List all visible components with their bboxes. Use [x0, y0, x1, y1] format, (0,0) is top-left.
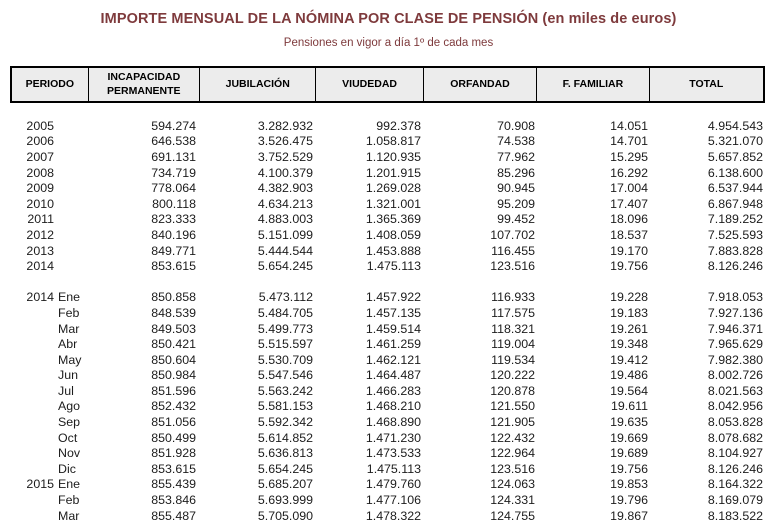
value-viudedad: 1.453.888: [365, 243, 421, 258]
value-incapacidad-permanente: 850.499: [151, 430, 196, 445]
period-year: 2014: [26, 290, 54, 305]
period-year: 2012: [26, 227, 54, 242]
value-total: 7.946.371: [707, 321, 763, 336]
table-row: [10, 165, 765, 181]
value-f-familiar: 19.183: [610, 305, 648, 320]
table-row: [10, 477, 765, 493]
value-incapacidad-permanente: 853.846: [151, 493, 196, 508]
table-row: [10, 290, 765, 306]
value-f-familiar: 19.261: [610, 321, 648, 336]
table-header-row: [10, 66, 765, 103]
table-body: [10, 103, 765, 523]
value-f-familiar: 19.853: [610, 477, 648, 492]
period-cell: [10, 197, 86, 211]
value-orfandad: 116.455: [491, 243, 535, 258]
period-cell: [10, 244, 86, 258]
value-viudedad: 1.478.322: [365, 508, 421, 523]
value-total: 8.126.246: [707, 461, 763, 476]
column-header-total: TOTAL: [649, 68, 763, 101]
period-year: [10, 337, 54, 351]
value-viudedad: 1.468.890: [365, 415, 421, 430]
value-f-familiar: 19.611: [611, 399, 648, 414]
value-jubilacion: 5.636.813: [257, 446, 313, 461]
value-f-familiar: 14.701: [610, 134, 648, 149]
period-cell: [10, 259, 86, 273]
period-year: [10, 462, 54, 476]
period-cell: [10, 150, 86, 164]
period-year: [10, 306, 54, 320]
period-month: Jul: [58, 383, 74, 398]
period-month: Sep: [58, 415, 81, 430]
period-month: Abr: [58, 337, 78, 352]
period-cell: [10, 353, 86, 367]
period-cell: [10, 166, 86, 180]
value-f-familiar: 19.867: [610, 508, 648, 523]
value-viudedad: 1.120.935: [365, 149, 421, 164]
table-row: [10, 383, 765, 399]
period-month: Feb: [58, 493, 80, 508]
column-header-incapacidad-permanente: INCAPACIDAD PERMANENTE: [88, 68, 199, 101]
value-viudedad: 1.457.922: [365, 290, 421, 305]
period-year: [10, 353, 54, 367]
value-viudedad: 1.464.487: [365, 368, 421, 383]
period-cell: [10, 119, 86, 133]
value-jubilacion: 5.581.153: [257, 399, 313, 414]
value-viudedad: 1.479.760: [365, 477, 421, 492]
period-year: 2006: [26, 134, 54, 149]
value-orfandad: 74.538: [497, 134, 535, 149]
table-row: [10, 368, 765, 384]
value-f-familiar: 18.096: [610, 212, 648, 227]
value-total: 6.867.948: [707, 196, 763, 211]
period-cell: [10, 134, 86, 148]
value-jubilacion: 5.685.207: [257, 477, 313, 492]
value-f-familiar: 17.004: [610, 181, 648, 196]
value-total: 8.021.563: [707, 383, 763, 398]
value-total: 7.982.380: [707, 352, 763, 367]
value-orfandad: 117.575: [491, 305, 535, 320]
value-incapacidad-permanente: 853.615: [151, 259, 196, 274]
period-year: 2007: [26, 149, 54, 164]
period-month: Feb: [58, 305, 80, 320]
value-incapacidad-permanente: 855.487: [151, 508, 196, 523]
value-orfandad: 123.516: [490, 259, 535, 274]
value-jubilacion: 5.151.099: [257, 227, 313, 242]
column-header-orfandad: ORFANDAD: [423, 68, 536, 101]
value-jubilacion: 5.547.546: [257, 368, 313, 383]
report-title: IMPORTE MENSUAL DE LA NÓMINA POR CLASE DE PENSIÓN (en miles de euros): [100, 11, 677, 27]
value-orfandad: 124.755: [490, 508, 535, 523]
value-orfandad: 116.933: [491, 290, 535, 305]
period-year: 2010: [26, 196, 54, 211]
value-incapacidad-permanente: 691.131: [151, 149, 196, 164]
value-f-familiar: 19.228: [610, 290, 648, 305]
value-jubilacion: 3.526.475: [257, 134, 313, 149]
table-row: [10, 492, 765, 508]
value-jubilacion: 5.693.999: [257, 493, 313, 508]
value-viudedad: 1.468.210: [365, 399, 421, 414]
period-year: [10, 493, 54, 507]
period-month: Oct: [58, 430, 78, 445]
value-incapacidad-permanente: 849.771: [151, 243, 196, 258]
value-jubilacion: 5.654.245: [257, 259, 313, 274]
value-incapacidad-permanente: 855.439: [151, 477, 196, 492]
value-jubilacion: 4.100.379: [257, 165, 313, 180]
period-year: [10, 399, 54, 413]
value-f-familiar: 19.564: [610, 383, 648, 398]
period-month: Nov: [58, 446, 81, 461]
period-cell: [10, 368, 86, 382]
value-jubilacion: 5.530.709: [257, 352, 313, 367]
value-total: 6.537.944: [707, 181, 763, 196]
period-cell: [10, 290, 86, 304]
table-row: [10, 430, 765, 446]
period-cell: [10, 509, 86, 523]
period-year: [10, 509, 54, 523]
value-f-familiar: 19.348: [610, 337, 648, 352]
value-orfandad: 77.962: [497, 149, 535, 164]
column-header-f-familiar: F. FAMILIAR: [536, 68, 648, 101]
table-row: [10, 196, 765, 212]
value-jubilacion: 5.614.852: [257, 430, 313, 445]
value-total: 8.053.828: [707, 415, 763, 430]
value-orfandad: 119.004: [491, 337, 535, 352]
value-viudedad: 1.408.059: [365, 227, 421, 242]
period-month: Mar: [58, 321, 80, 336]
value-f-familiar: 14.051: [610, 118, 648, 133]
value-incapacidad-permanente: 848.539: [151, 305, 196, 320]
table-row: [10, 118, 765, 134]
period-cell: [10, 415, 86, 429]
table-row: [10, 461, 765, 477]
value-total: 7.883.828: [707, 243, 763, 258]
value-total: 8.183.522: [707, 508, 763, 523]
value-viudedad: 1.475.113: [366, 461, 421, 476]
value-f-familiar: 19.756: [610, 259, 648, 274]
period-month: May: [58, 352, 82, 367]
table-row: [10, 243, 765, 259]
value-orfandad: 122.964: [490, 446, 535, 461]
report-subtitle: Pensiones en vigor a día 1º de cada mes: [283, 37, 494, 49]
value-viudedad: 1.475.113: [366, 259, 421, 274]
value-f-familiar: 19.635: [610, 415, 648, 430]
value-orfandad: 99.452: [497, 212, 535, 227]
value-orfandad: 85.296: [497, 165, 535, 180]
period-year: [10, 384, 54, 398]
value-viudedad: 1.473.533: [365, 446, 421, 461]
period-month: Jun: [58, 368, 78, 383]
table-row: [10, 134, 765, 150]
value-total: 8.169.079: [707, 493, 763, 508]
period-year: [10, 446, 54, 460]
value-orfandad: 124.331: [490, 493, 535, 508]
period-year: 2014: [26, 259, 54, 274]
value-total: 8.042.956: [707, 399, 763, 414]
value-orfandad: 122.432: [490, 430, 535, 445]
value-jubilacion: 4.382.903: [257, 181, 313, 196]
value-orfandad: 124.063: [490, 477, 535, 492]
value-incapacidad-permanente: 778.064: [151, 181, 196, 196]
value-f-familiar: 19.170: [610, 243, 648, 258]
value-jubilacion: 5.654.245: [257, 461, 313, 476]
value-total: 6.138.600: [707, 165, 763, 180]
table-row: [10, 352, 765, 368]
table-row: [10, 180, 765, 196]
period-year: 2008: [26, 165, 54, 180]
period-year: 2011: [27, 212, 54, 227]
value-jubilacion: 5.473.112: [258, 290, 313, 305]
value-incapacidad-permanente: 851.928: [151, 446, 196, 461]
period-cell: [10, 493, 86, 507]
value-orfandad: 90.945: [497, 181, 535, 196]
value-f-familiar: 16.292: [610, 165, 648, 180]
column-header-jubilacion: JUBILACIÓN: [199, 68, 315, 101]
value-f-familiar: 18.537: [610, 227, 648, 242]
value-total: 5.321.070: [707, 134, 763, 149]
column-header-viudedad: VIUDEDAD: [315, 68, 422, 101]
period-cell: [10, 306, 86, 320]
value-total: 8.164.322: [707, 477, 763, 492]
value-jubilacion: 5.563.242: [257, 383, 313, 398]
value-orfandad: 119.534: [491, 352, 535, 367]
value-incapacidad-permanente: 734.719: [151, 165, 196, 180]
value-jubilacion: 3.282.932: [257, 118, 313, 133]
period-month: Ago: [58, 399, 81, 414]
value-orfandad: 118.321: [491, 321, 535, 336]
period-year: 2015: [26, 477, 54, 492]
value-incapacidad-permanente: 840.196: [151, 227, 196, 242]
value-orfandad: 107.702: [490, 227, 535, 242]
value-incapacidad-permanente: 850.604: [151, 352, 196, 367]
value-incapacidad-permanente: 594.274: [151, 118, 196, 133]
table-row: [10, 321, 765, 337]
value-total: 8.104.927: [707, 446, 763, 461]
value-viudedad: 1.058.817: [365, 134, 421, 149]
value-f-familiar: 15.295: [610, 149, 648, 164]
value-incapacidad-permanente: 849.503: [151, 321, 196, 336]
period-year: 2005: [26, 118, 54, 133]
period-cell: [10, 399, 86, 413]
value-jubilacion: 5.499.773: [257, 321, 313, 336]
value-total: 7.927.136: [707, 305, 763, 320]
value-total: 7.525.593: [707, 227, 763, 242]
value-viudedad: 1.471.230: [365, 430, 421, 445]
value-total: 8.126.246: [707, 259, 763, 274]
value-total: 7.965.629: [707, 337, 763, 352]
table-row: [10, 258, 765, 274]
value-incapacidad-permanente: 852.432: [151, 399, 196, 414]
value-incapacidad-permanente: 823.333: [151, 212, 196, 227]
value-orfandad: 120.222: [490, 368, 535, 383]
value-viudedad: 1.321.001: [365, 196, 421, 211]
table-row: [10, 305, 765, 321]
value-jubilacion: 5.515.597: [257, 337, 313, 352]
period-cell: [10, 384, 86, 398]
block-spacer: [10, 274, 765, 290]
period-cell: [10, 228, 86, 242]
table-row: [10, 336, 765, 352]
value-incapacidad-permanente: 853.615: [151, 461, 196, 476]
period-cell: [10, 431, 86, 445]
period-month: Mar: [58, 508, 80, 523]
value-total: 8.078.682: [707, 430, 763, 445]
value-orfandad: 95.209: [497, 196, 535, 211]
period-cell: [10, 322, 86, 336]
value-jubilacion: 4.883.003: [257, 212, 313, 227]
value-incapacidad-permanente: 850.984: [151, 368, 196, 383]
value-jubilacion: 5.592.342: [257, 415, 313, 430]
value-viudedad: 1.201.915: [365, 165, 421, 180]
value-orfandad: 123.516: [490, 461, 535, 476]
value-total: 7.918.053: [707, 290, 763, 305]
value-orfandad: 121.905: [490, 415, 535, 430]
period-cell: [10, 181, 86, 195]
value-orfandad: 120.878: [490, 383, 535, 398]
value-viudedad: 1.365.369: [365, 212, 421, 227]
table-row: [10, 399, 765, 415]
value-incapacidad-permanente: 851.056: [151, 415, 196, 430]
value-f-familiar: 17.407: [610, 196, 648, 211]
value-incapacidad-permanente: 646.538: [151, 134, 196, 149]
value-f-familiar: 19.669: [610, 430, 648, 445]
value-viudedad: 1.466.283: [365, 383, 421, 398]
period-month: Ene: [58, 290, 81, 305]
value-total: 5.657.852: [707, 149, 763, 164]
period-month: Ene: [58, 477, 81, 492]
period-cell: [10, 477, 86, 491]
table-row: [10, 227, 765, 243]
value-total: 4.954.543: [707, 118, 763, 133]
period-year: [10, 368, 54, 382]
value-f-familiar: 19.796: [610, 493, 648, 508]
table-row: [10, 508, 765, 524]
value-incapacidad-permanente: 850.421: [151, 337, 196, 352]
period-year: [10, 431, 54, 445]
period-year: [10, 322, 54, 336]
table-row: [10, 212, 765, 228]
value-viudedad: 1.462.121: [365, 352, 421, 367]
value-jubilacion: 5.484.705: [257, 305, 313, 320]
table-row: [10, 445, 765, 461]
value-jubilacion: 5.705.090: [257, 508, 313, 523]
pension-table: [10, 66, 765, 523]
period-year: [10, 415, 54, 429]
value-incapacidad-permanente: 850.858: [151, 290, 196, 305]
period-year: 2009: [26, 181, 54, 196]
value-orfandad: 70.908: [497, 118, 535, 133]
period-cell: [10, 446, 86, 460]
value-jubilacion: 3.752.529: [257, 149, 313, 164]
value-total: 7.189.252: [707, 212, 763, 227]
value-f-familiar: 19.412: [610, 352, 648, 367]
value-incapacidad-permanente: 800.118: [152, 196, 196, 211]
value-viudedad: 1.459.514: [365, 321, 421, 336]
value-jubilacion: 4.634.213: [257, 196, 313, 211]
value-viudedad: 992.378: [376, 118, 421, 133]
value-total: 8.002.726: [707, 368, 763, 383]
value-viudedad: 1.457.135: [365, 305, 421, 320]
period-month: Dic: [58, 461, 76, 476]
period-cell: [10, 337, 86, 351]
value-viudedad: 1.461.259: [365, 337, 421, 352]
value-f-familiar: 19.486: [610, 368, 648, 383]
period-cell: [10, 462, 86, 476]
period-cell: [10, 212, 86, 226]
value-f-familiar: 19.756: [610, 461, 648, 476]
value-viudedad: 1.477.106: [365, 493, 421, 508]
value-viudedad: 1.269.028: [365, 181, 421, 196]
table-row: [10, 149, 765, 165]
value-incapacidad-permanente: 851.596: [151, 383, 196, 398]
table-row: [10, 414, 765, 430]
column-header-periodo: PERIODO: [25, 77, 75, 90]
period-year: 2013: [26, 243, 54, 258]
value-orfandad: 121.550: [490, 399, 535, 414]
value-f-familiar: 19.689: [610, 446, 648, 461]
value-jubilacion: 5.444.544: [257, 243, 313, 258]
